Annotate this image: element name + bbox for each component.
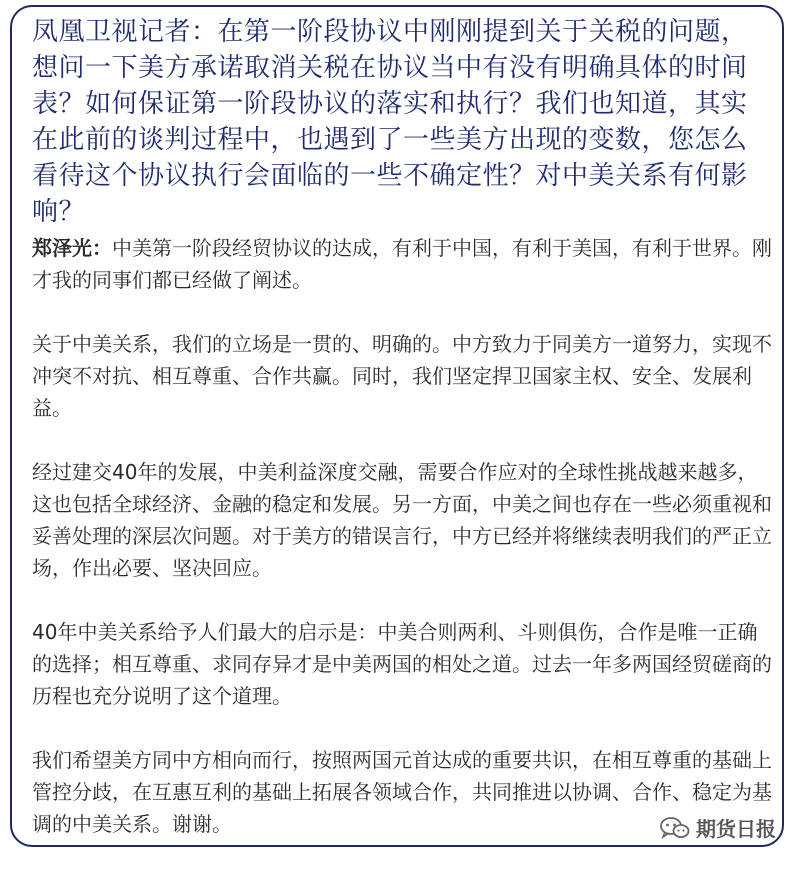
watermark-text: 期货日报: [696, 817, 776, 841]
reporter-question: 凤凰卫视记者：在第一阶段协议中刚刚提到关于关税的问题，想问一下美方承诺取消关税在协议当中有没有明确具体的时间表？如何保证第一阶段协议的落实和执行？我们也知道，其实在此前的谈判过程中，也遇到了一些美方出现的变数，您怎么看待这个协议执行会面临的一些不确定性？对中美关系有何影响？: [32, 17, 748, 227]
answer-block: [32, 232, 772, 872]
answer-paragraph-5: 我们希望美方同中方相向而行，按照两国元首达成的重要共识，在相互尊重的基础上管控分歧，在互惠互利的基础上拓展各领域合作，共同推进以协调、合作、稳定为基调的中美关系。谢谢。: [32, 748, 772, 836]
answer-paragraph-1-text: 中美第一阶段经贸协议的达成，有利于中国，有利于美国，有利于世界。刚才我的同事们都已经做了阐述。: [32, 236, 772, 292]
speaker-name: 郑泽光：: [32, 236, 112, 260]
answer-paragraph-1: [32, 232, 772, 296]
wechat-icon: [660, 816, 690, 840]
answer-paragraph-4: 40年中美关系给予人们最大的启示是：中美合则两利、斗则俱伤，合作是唯一正确的选择；相互尊重、求同存异才是中美两国的相处之道。过去一年多两国经贸磋商的历程也充分说明了这个道理。: [32, 620, 772, 708]
answer-paragraph-2: 关于中美关系，我们的立场是一贯的、明确的。中方致力于同美方一道努力，实现不冲突不对抗、相互尊重、合作共赢。同时，我们坚定捍卫国家主权、安全、发展利益。: [32, 332, 772, 420]
watermark: [660, 813, 776, 842]
answer-paragraph-3: 经过建交40年的发展，中美利益深度交融，需要合作应对的全球性挑战越来越多，这也包括全球经济、金融的稳定和发展。另一方面，中美之间也存在一些必须重视和妥善处理的深层次问题。对于美方的错误言行，中方已经并将继续表明我们的严正立场，作出必要、坚决回应。: [32, 460, 772, 580]
